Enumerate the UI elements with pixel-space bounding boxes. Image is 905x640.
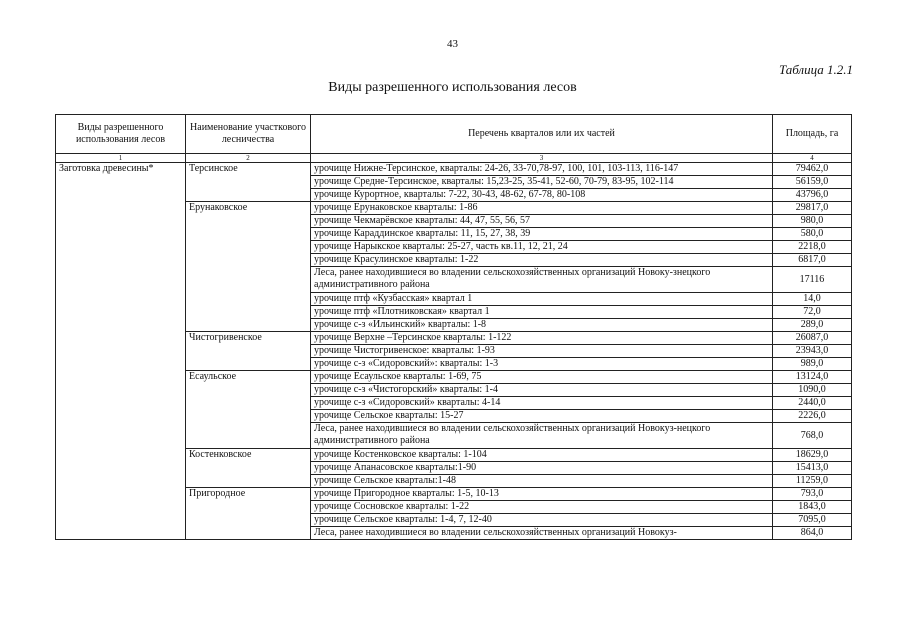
column-number: 2 xyxy=(186,154,311,163)
forestry-name-cont xyxy=(186,293,311,306)
table-row xyxy=(56,397,852,410)
area-value: 2218,0 xyxy=(773,241,852,254)
table-row xyxy=(56,410,852,423)
quarters-description: урочище птф «Кузбасская» квартал 1 xyxy=(311,293,773,306)
area-value: 23943,0 xyxy=(773,345,852,358)
forestry-name-cont xyxy=(186,189,311,202)
forestry-name-cont xyxy=(186,384,311,397)
area-value: 989,0 xyxy=(773,358,852,371)
usage-type-cell-cont xyxy=(56,423,186,449)
table-row xyxy=(56,345,852,358)
table-row xyxy=(56,319,852,332)
area-value: 14,0 xyxy=(773,293,852,306)
quarters-description: урочище Караддинское кварталы: 11, 15, 27, 38, 39 xyxy=(311,228,773,241)
table-row xyxy=(56,423,852,449)
usage-type-cell-cont xyxy=(56,384,186,397)
forestry-name-cont xyxy=(186,215,311,228)
usage-type-cell-cont xyxy=(56,514,186,527)
area-value: 29817,0 xyxy=(773,202,852,215)
quarters-description: урочище птф «Плотниковская» квартал 1 xyxy=(311,306,773,319)
area-value: 15413,0 xyxy=(773,462,852,475)
usage-type-cell: Заготовка древесины* xyxy=(56,163,186,176)
forestry-name-cont xyxy=(186,397,311,410)
table-row xyxy=(56,371,852,384)
usage-type-cell-cont xyxy=(56,475,186,488)
quarters-description: урочище Костенковское кварталы: 1-104 xyxy=(311,449,773,462)
quarters-description: урочище с-з «Сидоровский»: кварталы: 1-3 xyxy=(311,358,773,371)
quarters-description: урочище Сельское кварталы: 1-4, 7, 12-40 xyxy=(311,514,773,527)
forest-usage-table xyxy=(55,114,852,540)
area-value: 7095,0 xyxy=(773,514,852,527)
quarters-description: урочище с-з «Ильинский» кварталы: 1-8 xyxy=(311,319,773,332)
header-quarters: Перечень кварталов или их частей xyxy=(311,115,773,154)
forestry-name-cont xyxy=(186,345,311,358)
table-row xyxy=(56,475,852,488)
forestry-name-cont xyxy=(186,514,311,527)
forestry-name-cont xyxy=(186,306,311,319)
quarters-description: урочище Чистогривенское: кварталы: 1-93 xyxy=(311,345,773,358)
forestry-name-cont xyxy=(186,423,311,449)
table-row xyxy=(56,501,852,514)
usage-type-cell-cont xyxy=(56,527,186,540)
area-value: 289,0 xyxy=(773,319,852,332)
usage-type-cell-cont xyxy=(56,241,186,254)
column-number: 4 xyxy=(773,154,852,163)
quarters-description: урочище Сельское кварталы:1-48 xyxy=(311,475,773,488)
quarters-description: урочище Апанасовское кварталы:1-90 xyxy=(311,462,773,475)
area-value: 768,0 xyxy=(773,423,852,449)
table-row xyxy=(56,293,852,306)
forestry-name-cont xyxy=(186,319,311,332)
forestry-name: Терсинское xyxy=(186,163,311,176)
quarters-description: Леса, ранее находившиеся во владении сельскохозяйственных организаций Новокуз-нецкого административного района xyxy=(311,423,773,449)
table-row xyxy=(56,267,852,293)
column-number: 1 xyxy=(56,154,186,163)
table-row xyxy=(56,306,852,319)
area-value: 11259,0 xyxy=(773,475,852,488)
table-row xyxy=(56,228,852,241)
table-row xyxy=(56,254,852,267)
forestry-name-cont xyxy=(186,254,311,267)
usage-type-cell-cont xyxy=(56,501,186,514)
table-row xyxy=(56,176,852,189)
table-body xyxy=(56,163,852,540)
usage-type-cell-cont xyxy=(56,267,186,293)
table-row xyxy=(56,514,852,527)
quarters-description: урочище Нарыкское кварталы: 25-27, часть кв.11, 12, 21, 24 xyxy=(311,241,773,254)
quarters-description: урочище с-з «Чистогорский» кварталы: 1-4 xyxy=(311,384,773,397)
page-number: 43 xyxy=(447,38,458,50)
forestry-name-cont xyxy=(186,241,311,254)
area-value: 1090,0 xyxy=(773,384,852,397)
column-number: 3 xyxy=(311,154,773,163)
quarters-description: урочище Сосновское кварталы: 1-22 xyxy=(311,501,773,514)
area-value: 18629,0 xyxy=(773,449,852,462)
quarters-description: урочище с-з «Сидоровский» кварталы: 4-14 xyxy=(311,397,773,410)
column-number-row xyxy=(56,154,852,163)
quarters-description: урочище Курортное, кварталы: 7-22, 30-43, 48-62, 67-78, 80-108 xyxy=(311,189,773,202)
table-row xyxy=(56,332,852,345)
usage-type-cell-cont xyxy=(56,293,186,306)
area-value: 13124,0 xyxy=(773,371,852,384)
table-row xyxy=(56,462,852,475)
area-value: 2226,0 xyxy=(773,410,852,423)
area-value: 56159,0 xyxy=(773,176,852,189)
area-value: 580,0 xyxy=(773,228,852,241)
quarters-description: урочище Нижне-Терсинское, кварталы: 24-26, 33-70,78-97, 100, 101, 103-113, 116-147 xyxy=(311,163,773,176)
usage-type-cell-cont xyxy=(56,488,186,501)
usage-type-cell-cont xyxy=(56,371,186,384)
usage-type-cell-cont xyxy=(56,254,186,267)
area-value: 864,0 xyxy=(773,527,852,540)
area-value: 6817,0 xyxy=(773,254,852,267)
quarters-description: урочище Пригородное кварталы: 1-5, 10-13 xyxy=(311,488,773,501)
quarters-description: урочище Средне-Терсинское, кварталы: 15,23-25, 35-41, 52-60, 70-79, 83-95, 102-114 xyxy=(311,176,773,189)
header-usage-type: Виды разрешенного использования лесов xyxy=(56,115,186,154)
area-value: 793,0 xyxy=(773,488,852,501)
usage-type-cell-cont xyxy=(56,215,186,228)
forestry-name: Ерунаковское xyxy=(186,202,311,215)
table-label: Таблица 1.2.1 xyxy=(778,62,853,77)
usage-type-cell-cont xyxy=(56,176,186,189)
usage-type-cell-cont xyxy=(56,410,186,423)
forestry-name-cont xyxy=(186,410,311,423)
forestry-name-cont xyxy=(186,267,311,293)
forestry-name-cont xyxy=(186,176,311,189)
header-forestry: Наименование участкового лесничества xyxy=(186,115,311,154)
forestry-name-cont xyxy=(186,228,311,241)
table-row xyxy=(56,241,852,254)
table-row xyxy=(56,358,852,371)
usage-type-cell-cont xyxy=(56,306,186,319)
header-area: Площадь, га xyxy=(773,115,852,154)
quarters-description: Леса, ранее находившиеся во владении сельскохозяйственных организаций Новокуз- xyxy=(311,527,773,540)
forestry-name-cont xyxy=(186,462,311,475)
quarters-description: урочище Сельское кварталы: 15-27 xyxy=(311,410,773,423)
table-row xyxy=(56,163,852,176)
table-row xyxy=(56,527,852,540)
forestry-name: Пригородное xyxy=(186,488,311,501)
quarters-description: урочище Верхне –Терсинское кварталы: 1-122 xyxy=(311,332,773,345)
area-value: 2440,0 xyxy=(773,397,852,410)
table-title: Виды разрешенного использования лесов xyxy=(328,80,577,95)
forestry-name-cont xyxy=(186,501,311,514)
table-row xyxy=(56,449,852,462)
area-value: 17116 xyxy=(773,267,852,293)
forestry-name-cont xyxy=(186,475,311,488)
area-value: 79462,0 xyxy=(773,163,852,176)
forestry-name-cont xyxy=(186,527,311,540)
usage-type-cell-cont xyxy=(56,189,186,202)
forestry-name: Чистогривенское xyxy=(186,332,311,345)
forestry-name: Есаульское xyxy=(186,371,311,384)
forestry-name-cont xyxy=(186,358,311,371)
table-row xyxy=(56,189,852,202)
table-row xyxy=(56,488,852,501)
quarters-description: урочище Ерунаковское кварталы: 1-86 xyxy=(311,202,773,215)
usage-type-cell-cont xyxy=(56,358,186,371)
area-value: 980,0 xyxy=(773,215,852,228)
area-value: 26087,0 xyxy=(773,332,852,345)
table-row xyxy=(56,215,852,228)
header-row xyxy=(56,115,852,154)
table-row xyxy=(56,384,852,397)
forestry-name: Костенковское xyxy=(186,449,311,462)
quarters-description: урочище Чекмарёвское кварталы: 44, 47, 55, 56, 57 xyxy=(311,215,773,228)
table-row xyxy=(56,202,852,215)
usage-type-cell-cont xyxy=(56,332,186,345)
usage-type-cell-cont xyxy=(56,449,186,462)
quarters-description: урочище Красулинское кварталы: 1-22 xyxy=(311,254,773,267)
area-value: 72,0 xyxy=(773,306,852,319)
area-value: 43796,0 xyxy=(773,189,852,202)
area-value: 1843,0 xyxy=(773,501,852,514)
usage-type-cell-cont xyxy=(56,397,186,410)
usage-type-cell-cont xyxy=(56,319,186,332)
quarters-description: Леса, ранее находившиеся во владении сельскохозяйственных организаций Новоку-знецкого административного района xyxy=(311,267,773,293)
quarters-description: урочище Есаульское кварталы: 1-69, 75 xyxy=(311,371,773,384)
usage-type-cell-cont xyxy=(56,202,186,215)
usage-type-cell-cont xyxy=(56,462,186,475)
usage-type-cell-cont xyxy=(56,345,186,358)
usage-type-cell-cont xyxy=(56,228,186,241)
